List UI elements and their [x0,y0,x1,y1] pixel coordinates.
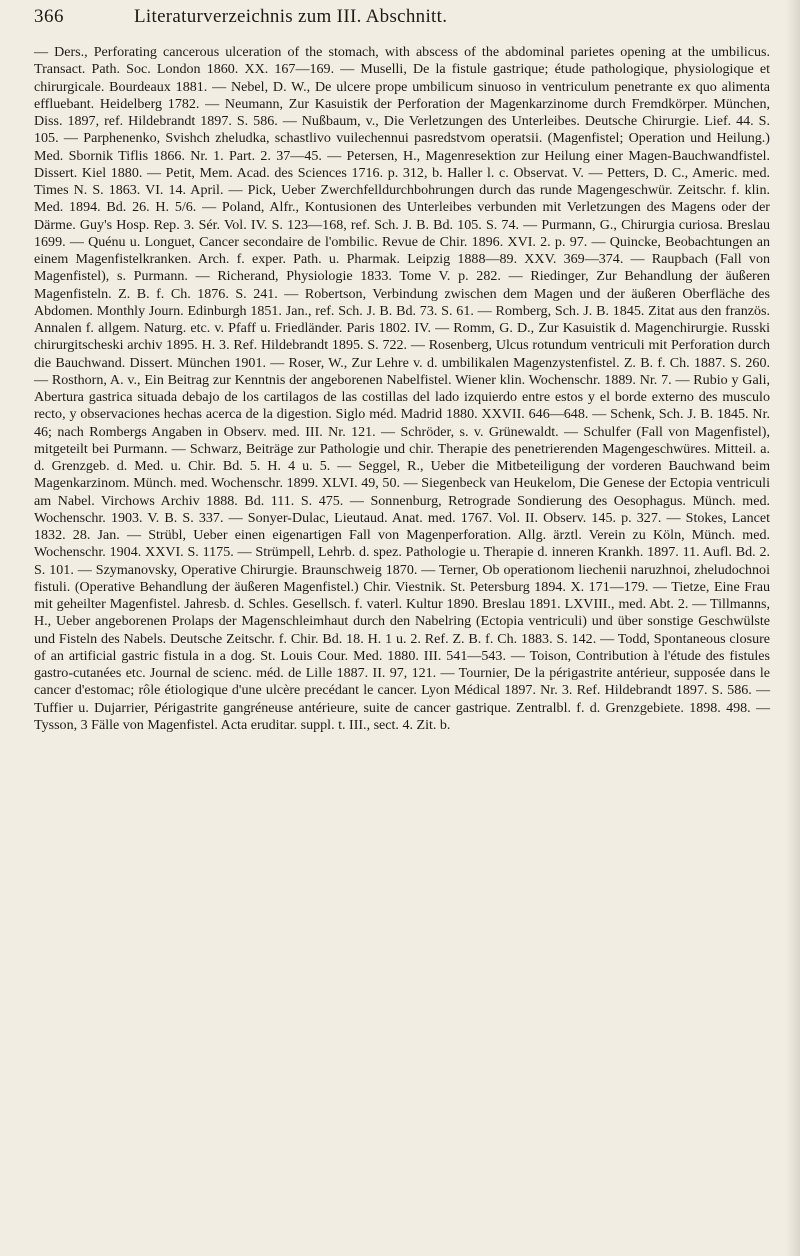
page-header [34,6,770,44]
running-head: Literaturverzeichnis zum III. Abschnitt. [134,6,448,27]
page-number: 366 [34,6,64,27]
bibliography-paragraph: — Ders., Perforating cancerous ulceration of the stomach, with abscess of the abdominal parietes opening at the umbilicus. Transact. Path. Soc. London 1860. XX. 167—169. — Muselli, De la fistule gastrique; étude pathologique, physiologique et chirurgicale. Bourdeaux 1881. — Nebel, D. W., De ulcere prope umbilicum sinuoso in ventriculum penetrante ex quo alimenta effluebant. Heidelberg 1782. — Neumann, Zur Kasuistik der Perforation der Magenkarzinome durch Fremdkörper. München, Diss. 1897, ref. Hildebrandt 1897. S. 586. — Nußbaum, v., Die Verletzungen des Unterleibes. Deutsche Chirurgie. Lief. 44. S. 105. — Parphenenko, Svishch zheludka, schastlivo vuilechennui pasredstvom operatsii. (Magenfistel; Operation und Heilung.) Med. Sbornik Tiflis 1866. Nr. 1. Part. 2. 37—45. — Petersen, H., Magenresektion zur Heilung einer Magen-Bauchwandfistel. Dissert. Kiel 1880. — Petit, Mem. Acad. des Sciences 1716. p. 312, b. Haller l. c. Observat. V. — Petters, D. C., Americ. med. Times N. S. 1863. VI. 14. April. — Pick, Ueber Zwerchfelldurchbohrungen durch das runde Magengeschwür. Zeitschr. f. klin. Med. 1894. Bd. 26. H. 5/6. — Poland, Alfr., Kontusionen des Unterleibes verbunden mit Verletzungen des Magens oder der Därme. Guy's Hosp. Rep. 3. Sér. Vol. IV. S. 123—168, ref. Sch. J. B. Bd. 105. S. 74. — Purmann, G., Chirurgia curiosa. Breslau 1699. — Quénu u. Longuet, Cancer secondaire de l'ombilic. Revue de Chir. 1896. XVI. 2. p. 97. — Quincke, Beobachtungen an einem Magenfistelkranken. Arch. f. exper. Path. u. Pharmak. Leipzig 1888—89. XXV. 369—374. — Raupbach (Fall von Magenfistel), s. Purmann. — Richerand, Physiologie 1833. Tome V. p. 282. — Riedinger, Zur Behandlung der äußeren Magenfisteln. Z. B. f. Ch. 1876. S. 241. — Robertson, Verbindung zwischen dem Magen und der äußeren Oberfläche des Abdomen. Monthly Journ. Edinburgh 1851. Jan., ref. Sch. J. B. Bd. 73. S. 61. — Romberg, Sch. J. B. 1845. Zitat aus den französ. Annalen f. allgem. Naturg. etc. v. Pfaff u. Friedländer. Paris 1802. IV. — Romm, G. D., Zur Kasuistik d. Magenchirurgie. Russki chirurgitscheski archiv 1895. H. 3. Ref. Hildebrandt 1895. S. 722. — Rosenberg, Ulcus rotundum ventriculi mit Perforation durch die Bauchwand. Dissert. München 1901. — Roser, W., Zur Lehre v. d. umbilikalen Magenzystenfistel. Z. B. f. Ch. 1887. S. 260. — Rosthorn, A. v., Ein Beitrag zur Kenntnis der angeborenen Nabelfistel. Wiener klin. Wochenschr. 1889. Nr. 7. — Rubio y Gali, Abertura gastrica situada debajo de los cartilagos de las costillas del lado izquierdo entre estos y el borde externo des musculo recto, y observaciones hechas acerca de la digestion. Siglo méd. Madrid 1880. XXVII. 646—648. — Schenk, Sch. J. B. 1845. Nr. 46; nach Rombergs Angaben in Observ. med. III. Nr. 121. — Schröder, s. v. Grünewaldt. — Schulfer (Fall von Magenfistel), mitgeteilt bei Purmann. — Schwarz, Beiträge zur Pathologie und chir. Therapie des penetrierenden Magengeschwüres. Mitteil. a. d. Grenzgeb. d. Med. u. Chir. Bd. 5. H. 4 u. 5. — Seggel, R., Ueber die Mitbeteiligung der vorderen Bauchwand beim Magenkarzinom. Münch. med. Wochenschr. 1899. XLVI. 49, 50. — Siegenbeck van Heukelom, Die Genese der Ectopia ventriculi am Nabel. Virchows Archiv 1888. Bd. 111. S. 475. — Sonnenburg, Retrograde Sondierung des Oesophagus. Münch. med. Wochenschr. 1903. V. B. S. 337. — Sonyer-Dulac, Lieutaud. Anat. med. 1767. Vol. II. Observ. 145. p. 327. — Stokes, Lancet 1832. 28. Jan. — Strübl, Ueber einen eigenartigen Fall von Magenperforation. Allg. ärztl. Verein zu Köln, Münch. med. Wochenschr. 1904. XXVI. S. 1175. — Strümpell, Lehrb. d. spez. Pathologie u. Therapie d. inneren Krankh. 1897. 11. Aufl. Bd. 2. S. 101. — Szymanovsky, Operative Chirurgie. Braunschweig 1870. — Terner, Ob operationom liechenii naruzhnoi, zheludochnoi fistuli. (Operative Behandlung der äußeren Magenfistel.) Chir. Viestnik. St. Petersburg 1894. X. 171—179. — Tietze, Eine Frau mit geheilter Magenfistel. Jahresb. d. Schles. Gesellsch. f. vaterl. Kultur 1890. Breslau 1891. LXVIII., med. Abt. 2. — Tillmanns, H., Ueber angeborenen Prolaps der Magenschleimhaut durch den Nabelring (Ectopia ventriculi) und über sonstige Geschwülste und Fisteln des Nabels. Deutsche Zeitschr. f. Chir. Bd. 18. H. 1 u. 2. Ref. Z. B. f. Ch. 1883. S. 142. — Todd, Spontaneous closure of an artificial gastric fistula in a dog. St. Louis Cour. Med. 1880. III. 541—543. — Toison, Contribution à l'étude des fistules gastro-cutanées etc. Journal de scienc. méd. de Lille 1887. II. 97, 121. — Tournier, De la périgastrite antérieur, supposée dans le cancer d'estomac; rôle étiologique d'une ulcère precédant le cancer. Lyon Médical 1897. Nr. 3. Ref. Hildebrandt 1897. S. 586. — Tuffier u. Dujarrier, Périgastrite gangréneuse antérieure, suite de cancer gastrique. Zentralbl. f. d. Grenzgebiete. 1898. 498. — Tysson, 3 Fälle von Magenfistel. Acta eruditar. suppl. t. III., sect. 4. Zit. b. [34,44,770,733]
page-edge-shadow [786,0,800,1256]
bibliography-text [34,44,770,734]
